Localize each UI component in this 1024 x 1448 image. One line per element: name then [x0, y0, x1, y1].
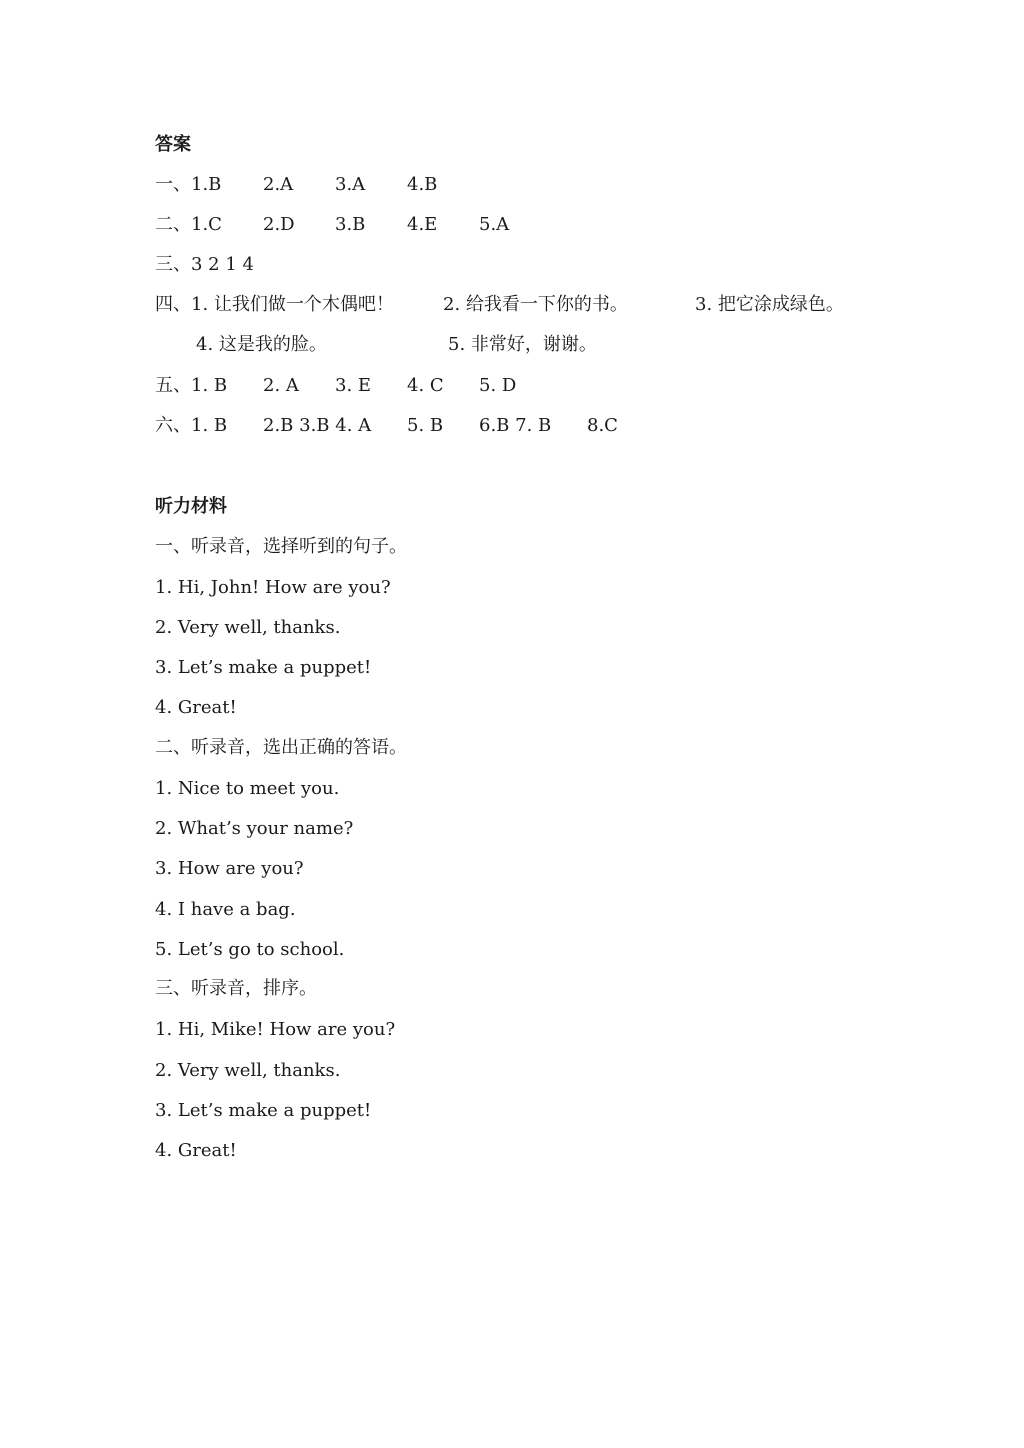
listening-line: 1. Hi, John! How are you? [155, 577, 391, 598]
answer-row-1 [155, 170, 855, 200]
answer-item: 2.A [263, 174, 294, 195]
answer-item: 4.B [407, 174, 438, 195]
answer-row-4 [155, 290, 915, 320]
answers-heading: 答案 [155, 134, 191, 155]
answer-item: 5. B [407, 415, 444, 436]
answer-row-1-label: 一、1.B [155, 174, 222, 195]
listening-heading: 听力材料 [155, 496, 227, 517]
listening-line: 5. Let’s go to school. [155, 939, 345, 960]
answer-item: 2. 给我看一下你的书。 [443, 294, 628, 315]
listening-section-3-title: 三、听录音，排序。 [155, 978, 317, 999]
listening-section-2-title: 二、听录音，选出正确的答语。 [155, 737, 407, 758]
answer-item: 5.A [479, 214, 510, 235]
answer-row-5-label: 五、1. B [155, 375, 228, 396]
listening-line: 3. Let’s make a puppet! [155, 1100, 372, 1121]
listening-line: 4. Great! [155, 697, 237, 718]
listening-line: 2. Very well, thanks. [155, 1060, 341, 1081]
listening-line: 2. Very well, thanks. [155, 617, 341, 638]
answer-item: 5. D [479, 375, 517, 396]
answer-row-5 [155, 371, 855, 401]
answer-row-2 [155, 210, 855, 240]
answer-row-2-label: 二、1.C [155, 214, 222, 235]
listening-line: 1. Nice to meet you. [155, 778, 340, 799]
answer-row-6 [155, 411, 855, 441]
answer-item: 4. C [407, 375, 444, 396]
answer-item: 3.A [335, 174, 366, 195]
answer-item: 8.C [587, 415, 618, 436]
answer-item: 3. 把它涂成绿色。 [695, 294, 844, 315]
listening-line: 2. What’s your name? [155, 818, 354, 839]
answer-row-6-label: 六、1. B [155, 415, 228, 436]
answer-item: 5. 非常好，谢谢。 [448, 334, 597, 355]
listening-section-1-title: 一、听录音，选择听到的句子。 [155, 536, 407, 557]
listening-line: 3. How are you? [155, 858, 304, 879]
answer-item: 6.B 7. B [479, 415, 552, 436]
answer-item: 2.D [263, 214, 295, 235]
answer-item: 3. E [335, 375, 372, 396]
listening-line: 4. Great! [155, 1140, 237, 1161]
listening-line: 4. I have a bag. [155, 899, 296, 920]
answer-item: 2. A [263, 375, 299, 396]
listening-line: 3. Let’s make a puppet! [155, 657, 372, 678]
answer-item: 4. 这是我的脸。 [196, 334, 327, 355]
answer-item: 4.E [407, 214, 438, 235]
answer-item: 3.B [335, 214, 366, 235]
answer-item: 2.B 3.B 4. A [263, 415, 372, 436]
answer-row-3: 三、3 2 1 4 [155, 254, 254, 275]
listening-line: 1. Hi, Mike! How are you? [155, 1019, 396, 1040]
answer-row-4-label: 四、1. 让我们做一个木偶吧！ [155, 294, 394, 315]
answer-row-4-continued [196, 330, 696, 360]
